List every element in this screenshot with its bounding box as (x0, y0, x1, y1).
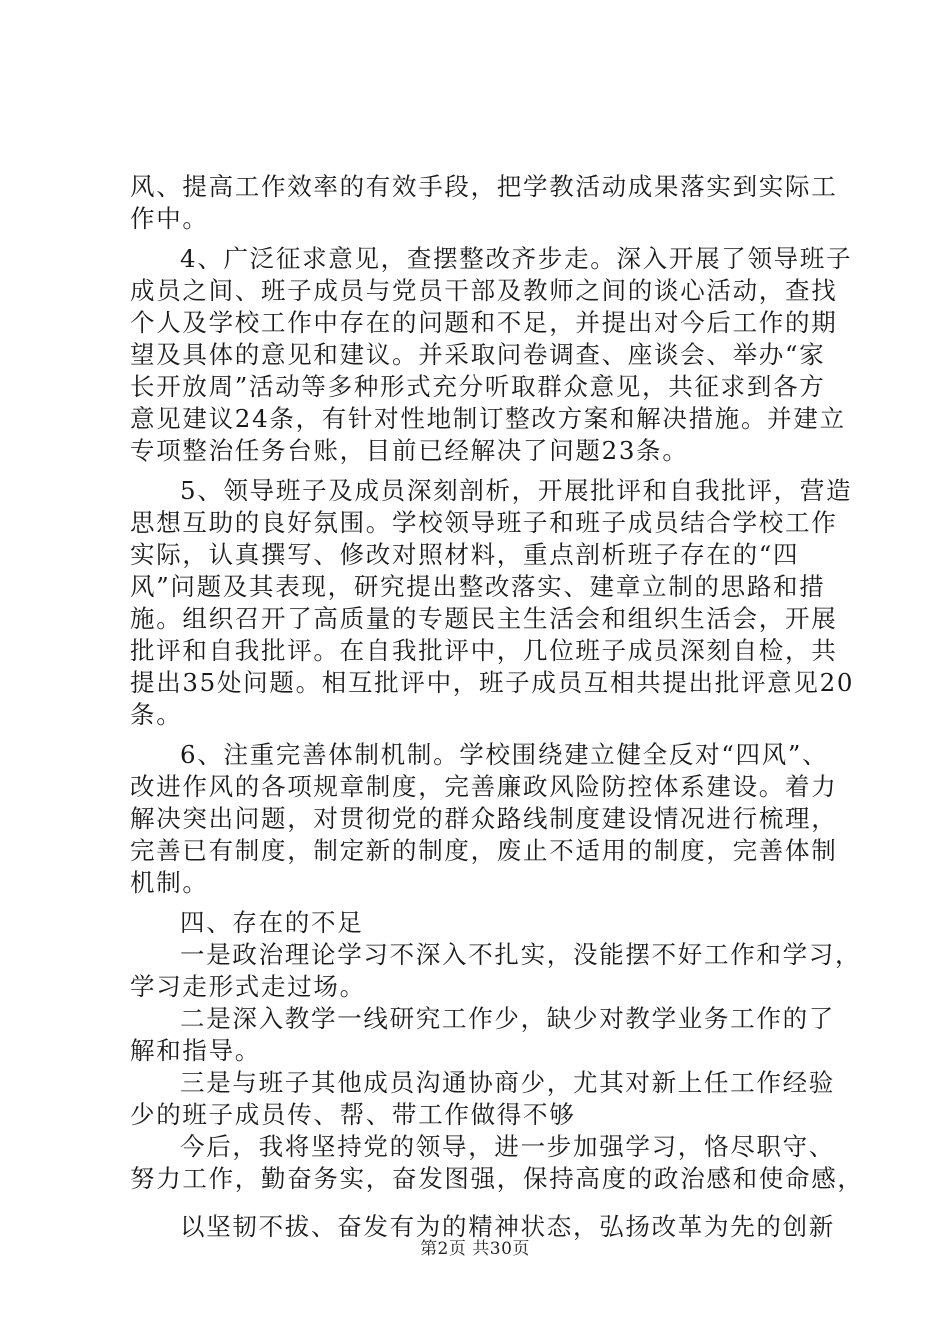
text-line: 批评和自我批评。在自我批评中，几位班子成员深刻自检，共 (130, 636, 838, 665)
text-line: 风”问题及其表现，研究提出整改落实、建章立制的思路和措 (130, 572, 826, 601)
text-line: 成员之间、班子成员与党员干部及教师之间的谈心活动，查找 (130, 276, 838, 305)
text-line: 专项整治任务台账，目前已经解决了问题23条。 (130, 436, 689, 465)
text-line: 提出35处问题。相互批评中，班子成员互相共提出批评意见20 (130, 668, 855, 697)
text-line: 以坚韧不拔、奋发有为的精神状态，弘扬改革为先的创新 (180, 1212, 835, 1241)
text-line: 实际，认真撰写、修改对照材料，重点剖析班子存在的“四 (130, 540, 800, 569)
text-line: 长开放周”活动等多种形式充分听取群众意见，共征求到各方 (130, 372, 826, 401)
text-line: 少的班子成员传、帮、带工作做得不够 (130, 1100, 576, 1129)
text-line: 解和指导。 (130, 1036, 261, 1065)
text-line: 条。 (130, 700, 183, 729)
text-line: 5、领导班子及成员深刻剖析，开展批评和自我批评，营造 (180, 476, 853, 505)
page-footer: 第2页 共30页 (420, 1239, 530, 1259)
text-line: 解决突出问题，对贯彻党的群众路线制度建设情况进行梳理， (130, 804, 838, 833)
text-line: 学习走形式走过场。 (130, 972, 366, 1001)
text-line: 风、提高工作效率的有效手段，把学教活动成果落实到实际工 (130, 172, 838, 201)
text-line: 二是深入教学一线研究工作少，缺少对教学业务工作的了 (180, 1004, 835, 1033)
text-line: 一是政治理论学习不深入不扎实，没能摆不好工作和学习， (180, 940, 862, 969)
text-line: 努力工作，勤奋务实，奋发图强，保持高度的政治感和使命感， (130, 1164, 864, 1193)
text-line: 三是与班子其他成员沟通协商少，尤其对新上任工作经验 (180, 1068, 835, 1097)
text-line: 今后，我将坚持党的领导，进一步加强学习，恪尽职守、 (180, 1132, 835, 1161)
text-line: 作中。 (130, 204, 209, 233)
text-line: 4、广泛征求意见，查摆整改齐步走。深入开展了领导班子 (180, 244, 853, 273)
text-line: 四、存在的不足 (180, 908, 364, 937)
text-line: 机制。 (130, 868, 209, 897)
text-line: 完善已有制度，制定新的制度，废止不适用的制度，完善体制 (130, 836, 838, 865)
text-line: 6、注重完善体制机制。学校围绕建立健全反对“四风”、 (180, 740, 829, 769)
text-line: 改进作风的各项规章制度，完善廉政风险防控体系建设。着力 (130, 772, 838, 801)
text-line: 望及具体的意见和建议。并采取问卷调查、座谈会、举办“家 (130, 340, 826, 369)
text-line: 施。组织召开了高质量的专题民主生活会和组织生活会，开展 (130, 604, 838, 633)
text-line: 思想互助的良好氛围。学校领导班子和班子成员结合学校工作 (130, 508, 838, 537)
text-line: 个人及学校工作中存在的问题和不足，并提出对今后工作的期 (130, 308, 838, 337)
text-line: 意见建议24条，有针对性地制订整改方案和解决措施。并建立 (130, 404, 846, 433)
